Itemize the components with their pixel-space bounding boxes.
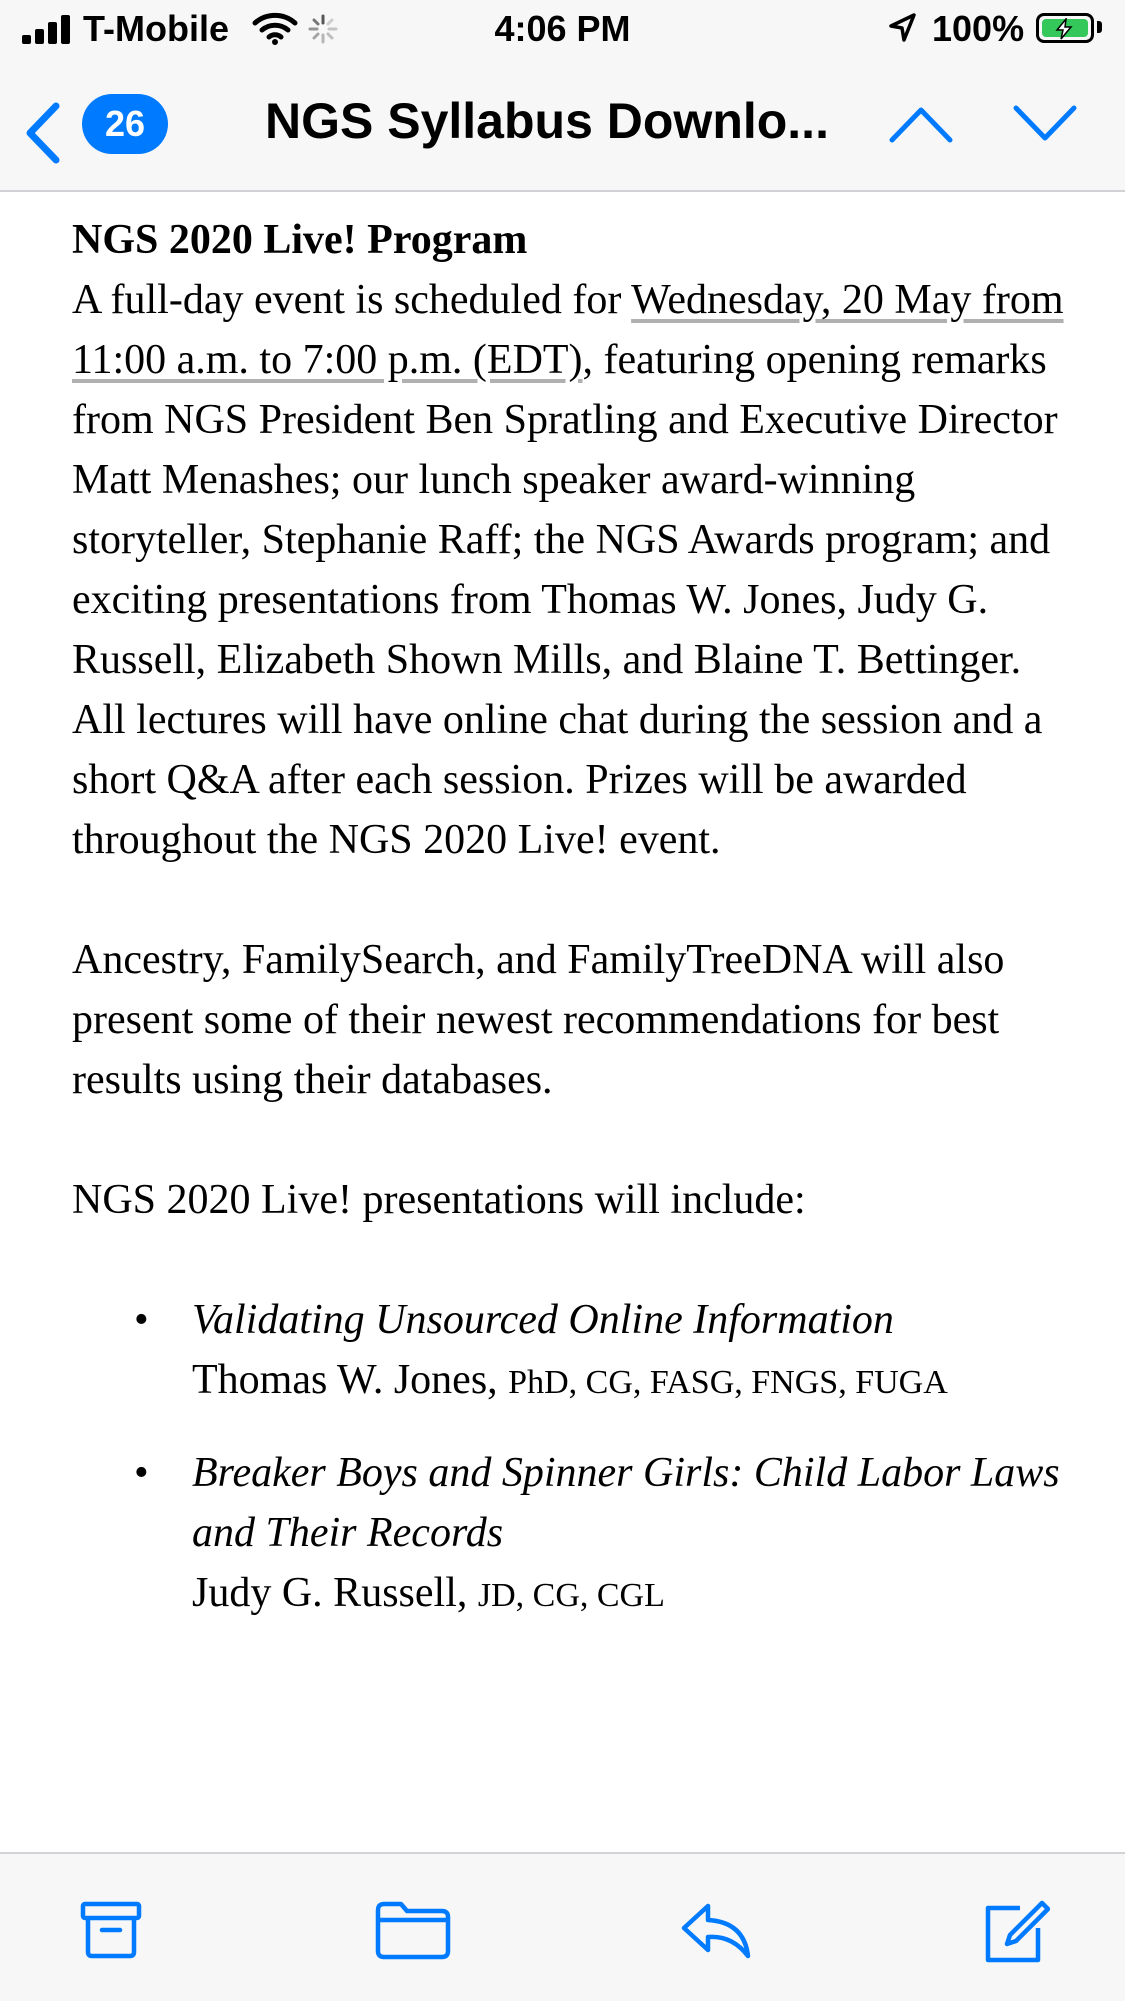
sponsors-paragraph: Ancestry, FamilySearch, and FamilyTreeDNA will also present some of their newest recommendations for best results using their databases. xyxy=(72,937,1005,1103)
list-item xyxy=(72,1290,1082,1413)
presenter-credentials: PhD, CG, FASG, FNGS, FUGA xyxy=(508,1364,948,1401)
clock: 4:06 PM xyxy=(494,8,631,49)
bullet-icon: • xyxy=(134,1450,149,1496)
navigation-bar xyxy=(0,62,1125,192)
presentations-list xyxy=(72,1290,1082,1626)
intro-text-start: A full-day event is scheduled for xyxy=(72,277,632,323)
program-heading: NGS 2020 Live! Program xyxy=(72,217,528,263)
presenter-name: Thomas W. Jones, xyxy=(192,1357,509,1403)
presentation-title: Validating Unsourced Online Information xyxy=(192,1297,894,1343)
folder-icon[interactable] xyxy=(375,1900,451,1960)
presentations-intro: NGS 2020 Live! presentations will include: xyxy=(72,1177,806,1223)
intro-text-rest: , featuring opening remarks from NGS President Ben Spratling and Executive Director Matt Menashes; our lunch speaker award-winning storyteller, Stephanie Raff; the NGS Awards program; and exciting presentations from Thomas W. Jones, Judy G. Russell, Elizabeth Shown Mills, and Blaine T. Bettinger. All lectures will have online chat during the session and a short Q&A after each session. Prizes will be awarded throughout the NGS 2020 Live! event. xyxy=(72,337,1058,863)
message-body xyxy=(72,210,1082,1656)
previous-message-chevron-up-icon[interactable] xyxy=(888,104,954,144)
status-bar xyxy=(0,0,1125,62)
back-chevron-icon[interactable] xyxy=(22,102,62,164)
bottom-toolbar xyxy=(0,1852,1125,2001)
presentation-title: Breaker Boys and Spinner Girls: Child Labor Laws and Their Records xyxy=(192,1450,1060,1556)
event-date-link[interactable]: Wednesday, 20 May from 11:00 a.m. to 7:00 p.m. (EDT) xyxy=(72,277,1064,383)
next-message-chevron-down-icon[interactable] xyxy=(1012,104,1078,144)
intro-paragraph xyxy=(72,270,1082,870)
presenter-name: Judy G. Russell, xyxy=(192,1570,478,1616)
compose-icon[interactable] xyxy=(980,1900,1050,1966)
location-arrow-icon xyxy=(887,12,917,44)
reply-icon[interactable] xyxy=(680,1900,752,1960)
message-subject-title: NGS Syllabus Downlo... xyxy=(265,93,829,149)
carrier-name: T-Mobile xyxy=(83,8,229,49)
unread-count-badge[interactable]: 26 xyxy=(82,94,168,154)
archive-icon[interactable] xyxy=(80,1900,142,1960)
bullet-icon: • xyxy=(134,1297,149,1343)
battery-percentage: 100% xyxy=(932,8,1025,49)
list-item xyxy=(72,1443,1082,1626)
battery-icon xyxy=(1036,13,1094,43)
presenter-credentials: JD, CG, CGL xyxy=(477,1577,665,1614)
